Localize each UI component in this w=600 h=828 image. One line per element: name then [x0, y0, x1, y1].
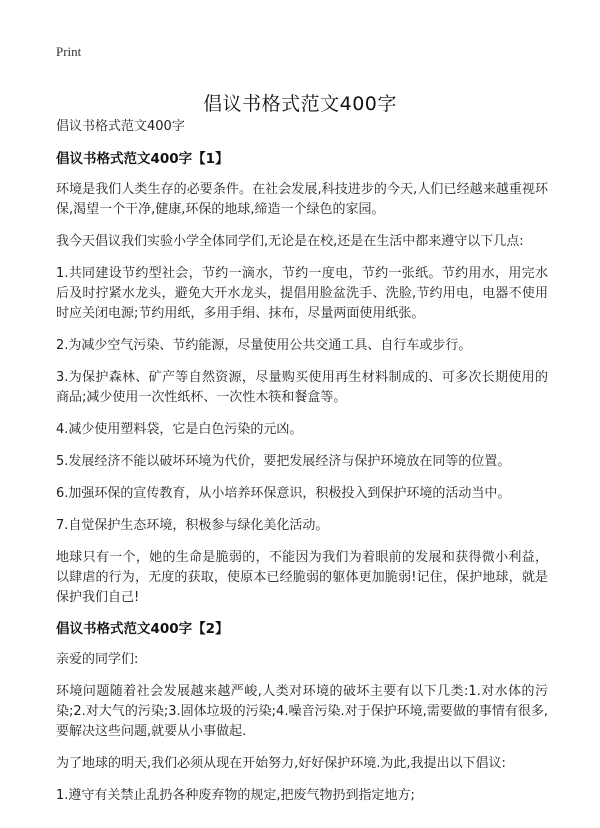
paragraph: 环境是我们人类生存的必要条件。在社会发展,科技进步的今天,人们已经越来越重视环保,渴望一个干净,健康,环保的地球,缔造一个绿色的家园。	[56, 182, 548, 217]
list-item: 1.共同建设节约型社会，节约一滴水，节约一度电，节约一张纸。节约用水，用完水后及时拧紧水龙头，避免大开水龙头，提倡用脸盆洗手、洗脸,节约用电，电器不使用时应关闭电源;节约用纸，多用手绢、抹布，尽量两面使用纸张。	[56, 266, 548, 321]
section-heading-2: 倡议书格式范文400字【2】	[56, 621, 229, 637]
list-item: 1.遵守有关禁止乱扔各种废弃物的规定,把废气物扔到指定地方;	[56, 788, 415, 803]
list-item: 6.加强环保的宣传教育，从小培养环保意识，积极投入到保护环境的活动当中。	[56, 486, 511, 501]
print-link[interactable]: Print	[56, 44, 82, 59]
list-item: 7.自觉保护生态环境，积极参与绿化美化活动。	[56, 518, 329, 533]
document-body	[56, 118, 548, 818]
paragraph: 地球只有一个，她的生命是脆弱的，不能因为我们为着眼前的发展和获得微小利益，以肆虐的行为，无度的获取，使原本已经脆弱的躯体更加脆弱!记住，保护地球，就是保护我们自己!	[56, 550, 548, 605]
list-item: 2.为减少空气污染、节约能源，尽量使用公共交通工具、自行车或步行。	[56, 338, 472, 353]
paragraph: 环境问题随着社会发展越来越严峻,人类对环境的破坏主要有以下几类:1.对水体的污染;2.对大气的污染;3.固体垃圾的污染;4.噪音污染.对于保护环境,需要做的事情有很多,要解决这些问题,就要从小事做起.	[56, 684, 548, 739]
page-title: 倡议书格式范文400字	[203, 92, 397, 115]
paragraph: 亲爱的同学们:	[56, 652, 139, 667]
paragraph: 我今天倡议我们实验小学全体同学们,无论是在校,还是在生活中都来遵守以下几点:	[56, 234, 524, 249]
list-item: 3.为保护森林、矿产等自然资源，尽量购买使用再生材料制成的、可多次长期使用的商品;减少使用一次性纸杯、一次性木筷和餐盒等。	[56, 370, 548, 405]
section-heading-1: 倡议书格式范文400字【1】	[56, 151, 229, 167]
paragraph: 为了地球的明天,我们必须从现在开始努力,好好保护环境.为此,我提出以下倡议:	[56, 756, 506, 771]
list-item: 5.发展经济不能以破坏环境为代价，要把发展经济与保护环境放在同等的位置。	[56, 454, 511, 469]
list-item: 4.减少使用塑料袋，它是白色污染的元凶。	[56, 422, 303, 437]
document-subtitle: 倡议书格式范文400字	[56, 119, 185, 134]
